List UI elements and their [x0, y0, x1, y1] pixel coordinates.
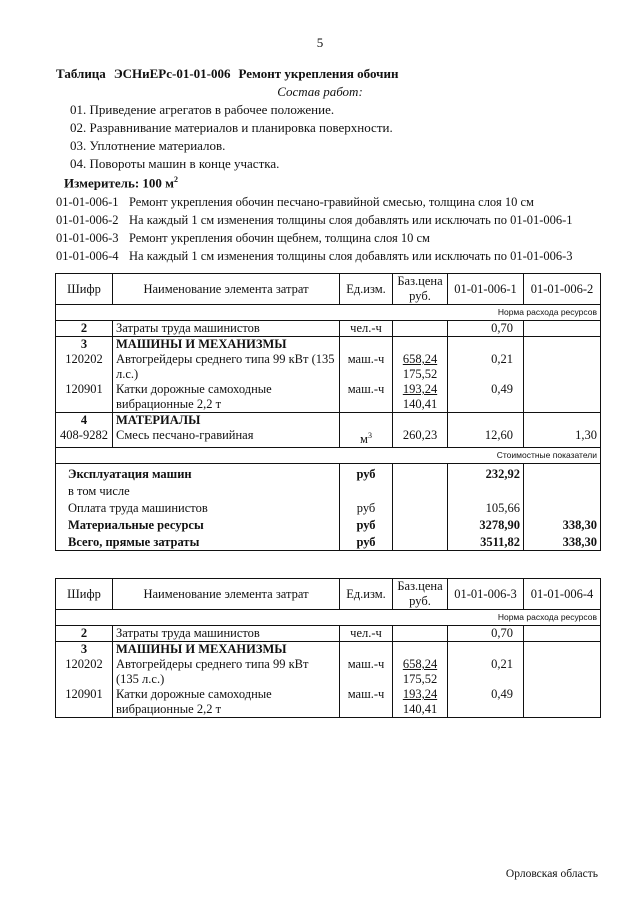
- row-price: [393, 321, 448, 337]
- row-unit: чел.-ч: [340, 626, 393, 642]
- row-name-line1: Автогрейдеры среднего типа 99 кВт: [116, 657, 309, 671]
- price-base: 658,24: [402, 352, 438, 366]
- row-name: Затраты труда машинистов: [113, 626, 340, 642]
- header-code: Шифр: [56, 579, 113, 610]
- work-code-description: Ремонт укрепления обочин песчано-гравийной смесью, толщина слоя 10 см: [129, 195, 534, 209]
- summary-value-a: 3278,90: [448, 516, 524, 533]
- price-base: 658,24: [402, 657, 438, 671]
- row-code: 120901: [56, 382, 113, 413]
- work-code-description: Ремонт укрепления обочин щебнем, толщина слоя 10 см: [129, 231, 430, 245]
- table-row: [56, 642, 601, 658]
- summary-label: Всего, прямые затраты: [56, 533, 340, 551]
- row-name-line2: (135 л.с.): [116, 672, 165, 686]
- header-name: Наименование элемента затрат: [113, 274, 340, 305]
- row-name: Смесь песчано-гравийная: [113, 428, 340, 448]
- row-value-a: 0,21: [448, 657, 524, 687]
- header-col-a: 01-01-006-3: [448, 579, 524, 610]
- work-item: 04. Повороты машин в конце участка.: [70, 156, 280, 171]
- row-value-b: 1,30: [524, 428, 601, 448]
- header-price-line2: руб.: [409, 594, 431, 608]
- header-price-line1: Баз.цена: [397, 579, 443, 593]
- row-price: [393, 352, 448, 382]
- row-name: МАШИНЫ И МЕХАНИЗМЫ: [113, 642, 340, 658]
- summary-value-b: 338,30: [524, 533, 601, 551]
- row-code: 2: [56, 321, 113, 337]
- summary-label: Материальные ресурсы: [56, 516, 340, 533]
- composition-heading: Состав работ:: [277, 84, 363, 99]
- work-code: 01-01-006-4: [56, 249, 119, 263]
- summary-row: [56, 533, 601, 551]
- work-item: 02. Разравнивание материалов и планировка поверхности.: [70, 120, 393, 135]
- summary-unit: руб: [340, 533, 393, 551]
- price-base: 193,24: [402, 687, 438, 701]
- table-row: [56, 428, 601, 448]
- header-col-a: 01-01-006-1: [448, 274, 524, 305]
- row-name: Затраты труда машинистов: [113, 321, 340, 337]
- row-name: Автогрейдеры среднего типа 99 кВт (135 л.с.): [113, 352, 340, 382]
- row-name: [113, 657, 340, 687]
- row-value-a: 0,49: [448, 382, 524, 413]
- header-price-line2: руб.: [409, 289, 431, 303]
- row-price: [393, 657, 448, 687]
- resource-table-2: [55, 578, 601, 718]
- table-row: [56, 687, 601, 718]
- row-value-b: [524, 321, 601, 337]
- table-row: [56, 413, 601, 429]
- row-code: 3: [56, 337, 113, 353]
- row-name: [113, 687, 340, 718]
- price-wage: 175,52: [402, 367, 438, 381]
- price-wage: 140,41: [402, 397, 438, 411]
- summary-unit: руб: [340, 516, 393, 533]
- price-wage: 140,41: [402, 702, 438, 716]
- work-code-description: На каждый 1 см изменения толщины слоя добавлять или исключать по 01-01-006-3: [129, 249, 573, 263]
- row-code: 4: [56, 413, 113, 429]
- header-unit: Ед.изм.: [340, 274, 393, 305]
- header-price-line1: Баз.цена: [397, 274, 443, 288]
- header-col-b: 01-01-006-2: [524, 274, 601, 305]
- summary-row: [56, 482, 601, 499]
- work-item: 03. Уплотнение материалов.: [70, 138, 226, 153]
- row-code: 408-9282: [56, 428, 113, 448]
- row-value-a: 0,70: [448, 626, 524, 642]
- row-code: 2: [56, 626, 113, 642]
- header-col-b: 01-01-006-4: [524, 579, 601, 610]
- row-value-a: 0,70: [448, 321, 524, 337]
- table-title-label: Таблица: [56, 66, 106, 81]
- header-code: Шифр: [56, 274, 113, 305]
- row-name: Катки дорожные самоходные вибрационные 2,2 т: [113, 382, 340, 413]
- footer-region: Орловская область: [505, 868, 598, 880]
- row-unit: маш.-ч: [340, 352, 393, 382]
- summary-label: в том числе: [56, 482, 340, 499]
- norm-label: Норма расхода ресурсов: [56, 610, 601, 626]
- work-code: 01-01-006-3: [56, 231, 119, 245]
- table-row: [56, 382, 601, 413]
- row-unit: [340, 428, 393, 448]
- summary-unit: руб: [340, 464, 393, 483]
- table-header-row: [56, 274, 601, 305]
- row-code: 120901: [56, 687, 113, 718]
- summary-row: [56, 516, 601, 533]
- row-code: 3: [56, 642, 113, 658]
- work-code: 01-01-006-1: [56, 195, 119, 209]
- header-price: [393, 274, 448, 305]
- row-unit: чел.-ч: [340, 321, 393, 337]
- resource-table-1: [55, 273, 601, 551]
- summary-label: Эксплуатация машин: [56, 464, 340, 483]
- row-price: [393, 382, 448, 413]
- row-value-a: 0,49: [448, 687, 524, 718]
- summary-label: Оплата труда машинистов: [56, 499, 340, 516]
- table-title-code: ЭСНиЕРс-01-01-006: [113, 66, 231, 81]
- row-value-a: 12,60: [448, 428, 524, 448]
- page-number: 5: [316, 35, 324, 50]
- row-name: МАТЕРИАЛЫ: [113, 413, 340, 429]
- summary-row: [56, 464, 601, 483]
- summary-row: [56, 499, 601, 516]
- work-code: 01-01-006-2: [56, 213, 119, 227]
- table-row: [56, 321, 601, 337]
- table-row: [56, 657, 601, 687]
- cost-label-row: [56, 448, 601, 464]
- summary-value-a: 105,66: [448, 499, 524, 516]
- table-title: [56, 66, 398, 82]
- norm-label: Норма расхода ресурсов: [56, 305, 601, 321]
- header-name: Наименование элемента затрат: [113, 579, 340, 610]
- unit-base: м: [360, 432, 368, 447]
- summary-value-a: 3511,82: [448, 533, 524, 551]
- norm-label-row: [56, 305, 601, 321]
- row-unit: маш.-ч: [340, 657, 393, 687]
- row-name-line1: Катки дорожные самоходные: [116, 687, 272, 701]
- summary-value-a: 232,92: [448, 464, 524, 483]
- row-name-line2: вибрационные 2,2 т: [116, 702, 222, 716]
- work-code-description: На каждый 1 см изменения толщины слоя добавлять или исключать по 01-01-006-1: [129, 213, 573, 227]
- measure-label: Измеритель: 100 м: [64, 175, 175, 191]
- row-price: [393, 687, 448, 718]
- header-unit: Ед.изм.: [340, 579, 393, 610]
- cost-label: Стоимостные показатели: [56, 448, 601, 464]
- header-price: [393, 579, 448, 610]
- norm-label-row: [56, 610, 601, 626]
- table-header-row: [56, 579, 601, 610]
- measure-unit: [64, 175, 178, 191]
- row-unit: маш.-ч: [340, 382, 393, 413]
- row-code: 120202: [56, 352, 113, 382]
- row-price: 260,23: [393, 428, 448, 448]
- table-row: [56, 337, 601, 353]
- row-name: МАШИНЫ И МЕХАНИЗМЫ: [113, 337, 340, 353]
- work-item: 01. Приведение агрегатов в рабочее положение.: [70, 102, 335, 117]
- summary-unit: руб: [340, 499, 393, 516]
- measure-power: 2: [174, 175, 179, 184]
- unit-power: 3: [367, 431, 372, 440]
- price-base: 193,24: [402, 382, 438, 396]
- table-title-name: Ремонт укрепления обочин: [238, 66, 399, 81]
- price-wage: 175,52: [402, 672, 438, 686]
- row-unit: маш.-ч: [340, 687, 393, 718]
- table-row: [56, 626, 601, 642]
- row-value-a: 0,21: [448, 352, 524, 382]
- row-code: 120202: [56, 657, 113, 687]
- table-row: [56, 352, 601, 382]
- summary-value-b: 338,30: [524, 516, 601, 533]
